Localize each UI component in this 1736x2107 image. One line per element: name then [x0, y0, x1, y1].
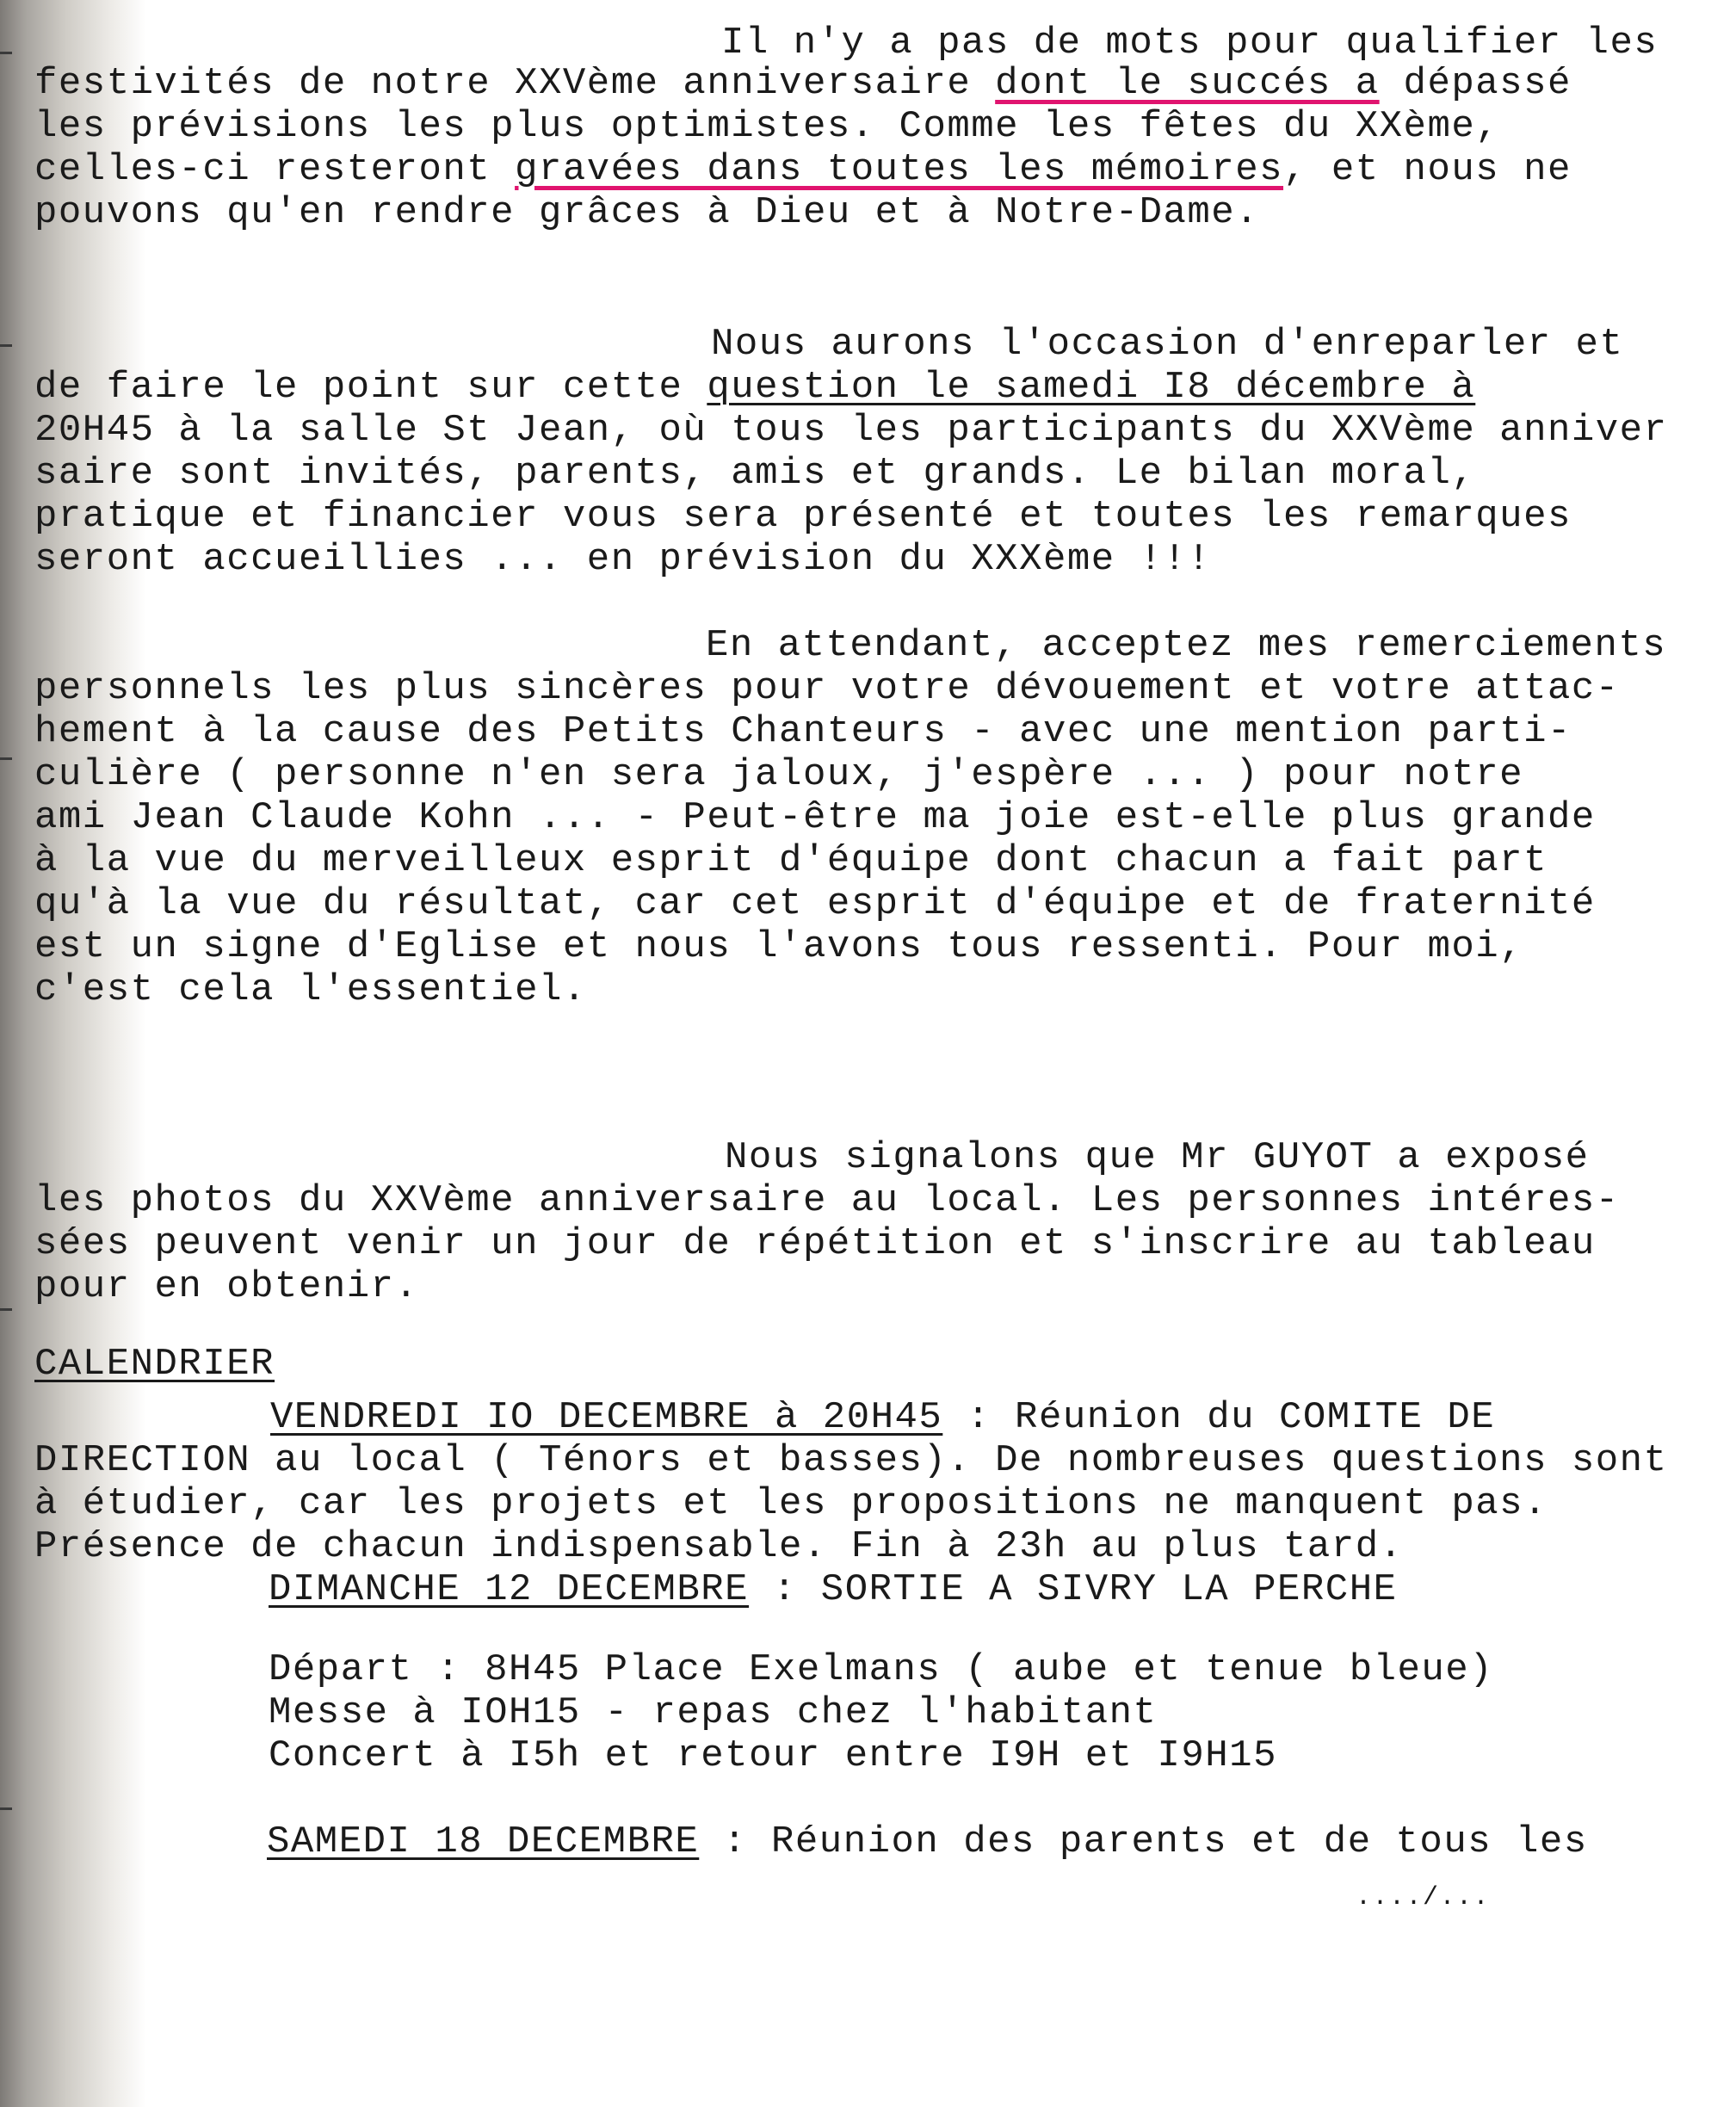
para2-line1: Nous aurons l'occasion d'enreparler et — [711, 323, 1624, 366]
highlighted-phrase: gravées dans toutes les mémoires — [515, 148, 1284, 191]
para3-line1: En attendant, acceptez mes remerciements — [706, 624, 1667, 667]
binding-shadow — [0, 0, 146, 2107]
event-sunday-concert: Concert à I5h et retour entre I9H et I9H15 — [269, 1734, 1277, 1777]
para2-line4: saire sont invités, parents, amis et grands. Le bilan moral, — [34, 452, 1476, 495]
binding-mark — [0, 1308, 12, 1311]
para4-line3: sées peuvent venir un jour de répétition et s'inscrire au tableau — [34, 1222, 1596, 1265]
event-sunday-mass: Messe à IOH15 - repas chez l'habitant — [269, 1691, 1158, 1734]
event-date: DIMANCHE 12 DECEMBRE — [269, 1568, 750, 1611]
para2-line6: seront accueillies ... en prévision du XXXème !!! — [34, 538, 1212, 581]
para1-line2: festivités de notre XXVème anniversaire dont le succés a dépassé — [34, 62, 1572, 105]
binding-mark — [0, 1807, 12, 1810]
para1-line3: les prévisions les plus optimistes. Comme les fêtes du XXème, — [34, 105, 1500, 148]
para3-line6: à la vue du merveilleux esprit d'équipe dont chacun a fait part — [34, 839, 1548, 882]
para3-line9: c'est cela l'essentiel. — [34, 968, 587, 1011]
para3-line7: qu'à la vue du résultat, car cet esprit d'équipe et de fraternité — [34, 882, 1596, 925]
binding-mark — [0, 52, 12, 54]
event-saturday: SAMEDI 18 DECEMBRE : Réunion des parents et de tous les — [267, 1820, 1588, 1863]
event-sunday: DIMANCHE 12 DECEMBRE : SORTIE A SIVRY LA PERCHE — [269, 1568, 1398, 1611]
binding-mark — [0, 757, 12, 760]
continued-mark: ..../... — [1356, 1883, 1491, 1912]
event-friday-line3: à étudier, car les projets et les propositions ne manquent pas. — [34, 1482, 1548, 1525]
para4-line4: pour en obtenir. — [34, 1265, 419, 1308]
event-date: VENDREDI IO DECEMBRE à 20H45 — [270, 1396, 943, 1439]
event-friday-line2: DIRECTION au local ( Ténors et basses). De nombreuses questions sont — [34, 1439, 1668, 1482]
para2-line5: pratique et financier vous sera présenté et toutes les remarques — [34, 495, 1572, 538]
para4-line2: les photos du XXVème anniversaire au local. Les personnes intéres- — [34, 1179, 1620, 1222]
para1-line1: Il n'y a pas de mots pour qualifier les — [721, 22, 1659, 65]
para3-line5: ami Jean Claude Kohn ... - Peut-être ma joie est-elle plus grande — [34, 796, 1596, 839]
binding-mark — [0, 344, 12, 347]
calendar-heading: CALENDRIER — [34, 1343, 275, 1386]
event-friday: VENDREDI IO DECEMBRE à 20H45 : Réunion du COMITE DE — [270, 1396, 1496, 1439]
highlighted-phrase: dont le succés a — [995, 62, 1380, 105]
para1-line4: celles-ci resteront gravées dans toutes les mémoires, et nous ne — [34, 148, 1572, 191]
event-friday-line4: Présence de chacun indispensable. Fin à 23h au plus tard. — [34, 1525, 1404, 1568]
para3-line3: hement à la cause des Petits Chanteurs - avec une mention parti- — [34, 710, 1572, 753]
para3-line2: personnels les plus sincères pour votre dévouement et votre attac- — [34, 667, 1620, 710]
para2-line3: 20H45 à la salle St Jean, où tous les participants du XXVème anniver — [34, 409, 1668, 452]
para3-line4: culière ( personne n'en sera jaloux, j'espère ... ) pour notre — [34, 753, 1524, 796]
event-sunday-departure: Départ : 8H45 Place Exelmans ( aube et tenue bleue) — [269, 1648, 1494, 1691]
para4-line1: Nous signalons que Mr GUYOT a exposé — [725, 1136, 1590, 1179]
para1-line5: pouvons qu'en rendre grâces à Dieu et à Notre-Dame. — [34, 191, 1260, 234]
para3-line8: est un signe d'Eglise et nous l'avons tous ressenti. Pour moi, — [34, 925, 1524, 968]
para2-line2: de faire le point sur cette question le samedi I8 décembre à — [34, 366, 1476, 409]
event-date: SAMEDI 18 DECEMBRE — [267, 1820, 700, 1863]
